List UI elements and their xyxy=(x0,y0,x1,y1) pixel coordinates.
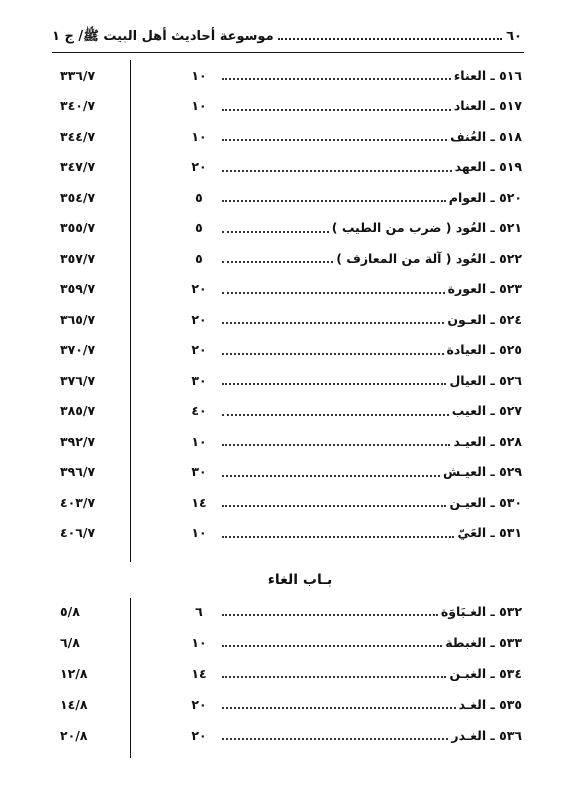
leader-dots xyxy=(222,505,446,507)
entry-title: العيـش xyxy=(443,464,487,479)
entry-dash: ـ xyxy=(486,403,500,418)
entry-dash: ـ xyxy=(486,634,500,650)
volume-page-ref: ٣٨٥/٧ xyxy=(60,403,96,418)
leader-dots xyxy=(222,261,333,263)
entry-label xyxy=(220,373,522,388)
entry-dash: ـ xyxy=(486,727,500,743)
index-entry xyxy=(60,490,522,514)
entry-number: ٥٣٤ xyxy=(499,665,522,681)
entry-title: العَيّ xyxy=(457,525,487,540)
hadith-count: ٢٠ xyxy=(191,727,207,743)
leader-dots xyxy=(222,170,452,172)
entry-dash: ـ xyxy=(486,433,500,449)
leader-dots xyxy=(222,109,451,111)
leader-dots xyxy=(222,614,438,616)
entry-number: ٥٢٣ xyxy=(499,281,522,296)
hadith-count: ٢٠ xyxy=(191,342,207,357)
entry-title: العناء xyxy=(453,67,487,83)
hadith-count: ١٠ xyxy=(191,98,207,113)
entry-label xyxy=(220,129,522,144)
entry-dash: ـ xyxy=(486,525,500,540)
volume-page-ref: ١٢/٨ xyxy=(60,665,88,681)
index-entry xyxy=(60,368,522,392)
leader-dots xyxy=(222,707,456,709)
leader-dots xyxy=(222,444,450,446)
hadith-count: ١٤ xyxy=(191,665,207,681)
entry-label xyxy=(220,666,522,681)
volume-page-ref: ٣٩٦/٧ xyxy=(60,464,96,479)
entry-label xyxy=(220,190,522,205)
entry-label xyxy=(220,281,522,296)
entry-title: العيادة xyxy=(446,342,487,357)
section-title: بـاب الغاء xyxy=(267,572,333,588)
hadith-count: ٥ xyxy=(195,250,203,266)
entry-number: ٥٢٧ xyxy=(499,403,522,418)
entry-label xyxy=(220,604,522,619)
entry-title: الغبطة xyxy=(445,634,487,650)
entry-title: العُود ( ضرب من الطيب ) xyxy=(331,220,487,235)
entry-title: العناد xyxy=(453,98,487,113)
header-leader-dots xyxy=(278,38,503,40)
hadith-count: ٢٠ xyxy=(191,311,207,327)
hadith-count: ١٠ xyxy=(191,433,207,449)
volume-page-ref: ٣٤٤/٧ xyxy=(60,128,96,144)
index-entry xyxy=(60,155,522,179)
entry-title: العُنف xyxy=(450,128,487,144)
leader-dots xyxy=(222,738,448,740)
hadith-count: ٣٠ xyxy=(191,372,207,388)
volume-page-ref: ٣٥٥/٧ xyxy=(60,220,96,235)
entry-label xyxy=(220,525,522,540)
index-entry xyxy=(60,460,522,484)
entry-label xyxy=(220,434,522,449)
entry-dash: ـ xyxy=(486,494,500,510)
volume-page-ref: ٥/٨ xyxy=(60,603,80,619)
entry-title: العيـن xyxy=(449,494,487,510)
entry-number: ٥٣٥ xyxy=(499,696,522,712)
page-number: ٦٠ xyxy=(506,29,522,44)
entry-label xyxy=(220,68,522,83)
leader-dots xyxy=(222,353,444,355)
entry-number: ٥٣٦ xyxy=(499,727,522,743)
entry-number: ٥٢٤ xyxy=(499,311,522,327)
hadith-count: ٥ xyxy=(195,220,203,235)
index-entry xyxy=(60,429,522,453)
entry-dash: ـ xyxy=(486,189,500,205)
entry-dash: ـ xyxy=(486,464,500,479)
hadith-count: ٤٠ xyxy=(191,403,207,418)
volume-page-ref: ٤٠٦/٧ xyxy=(60,525,96,540)
leader-dots xyxy=(222,231,329,233)
index-entry xyxy=(60,307,522,331)
entry-label xyxy=(220,495,522,510)
running-header xyxy=(52,28,522,50)
entry-title: العوام xyxy=(448,189,487,205)
index-entry xyxy=(60,277,522,301)
leader-dots xyxy=(222,200,446,202)
entry-number: ٥٢٠ xyxy=(499,189,522,205)
index-entry xyxy=(60,185,522,209)
entry-title: العهد xyxy=(454,159,487,174)
volume-page-ref: ٣٩٢/٧ xyxy=(60,433,96,449)
hadith-count: ٣٠ xyxy=(191,464,207,479)
entry-title: العورة xyxy=(447,281,487,296)
volume-page-ref: ٣٧٠/٧ xyxy=(60,342,96,357)
index-entry xyxy=(60,599,522,623)
entry-number: ٥٣٣ xyxy=(499,634,522,650)
entry-label xyxy=(220,464,522,479)
volume-page-ref: ٣٤٠/٧ xyxy=(60,98,96,113)
leader-dots xyxy=(222,414,449,416)
entry-number: ٥٢٦ xyxy=(499,372,522,388)
leader-dots xyxy=(222,139,447,141)
hadith-count: ١٠ xyxy=(191,525,207,540)
entry-title: العيـد xyxy=(453,433,487,449)
volume-page-ref: ٣٤٧/٧ xyxy=(60,159,96,174)
entry-label xyxy=(220,251,522,266)
entry-label xyxy=(220,98,522,113)
entry-dash: ـ xyxy=(486,372,500,388)
hadith-count: ١٤ xyxy=(191,494,207,510)
entry-title: الغـدر xyxy=(451,727,487,743)
volume-page-ref: ٣٥٩/٧ xyxy=(60,281,96,296)
entry-title: الغـد xyxy=(458,696,487,712)
hadith-count: ١٠ xyxy=(191,67,207,83)
entry-title: الغـبَاوَة xyxy=(440,603,487,619)
leader-dots xyxy=(222,645,442,647)
index-entry xyxy=(60,661,522,685)
index-entry xyxy=(60,246,522,270)
leader-dots xyxy=(222,292,445,294)
hadith-count: ٢٠ xyxy=(191,159,207,174)
hadith-count: ٦ xyxy=(195,603,203,619)
hadith-count: ٢٠ xyxy=(191,281,207,296)
entry-number: ٥٣٢ xyxy=(499,603,522,619)
entry-label xyxy=(220,220,522,235)
entry-dash: ـ xyxy=(486,250,500,266)
entry-dash: ـ xyxy=(486,159,500,174)
entry-dash: ـ xyxy=(486,67,500,83)
volume-page-ref: ٣٥٧/٧ xyxy=(60,250,96,266)
entry-number: ٥٢١ xyxy=(499,220,522,235)
hadith-count: ٥ xyxy=(195,189,203,205)
index-entry xyxy=(60,63,522,87)
entry-dash: ـ xyxy=(486,128,500,144)
index-entry xyxy=(60,216,522,240)
entry-dash: ـ xyxy=(486,281,500,296)
index-entry xyxy=(60,94,522,118)
volume-page-ref: ٤٠٣/٧ xyxy=(60,494,96,510)
entry-dash: ـ xyxy=(486,665,500,681)
entry-dash: ـ xyxy=(486,342,500,357)
leader-dots xyxy=(222,536,454,538)
entry-dash: ـ xyxy=(486,98,500,113)
index-entry xyxy=(60,124,522,148)
entry-dash: ـ xyxy=(486,603,500,619)
entry-dash: ـ xyxy=(486,696,500,712)
leader-dots xyxy=(222,322,444,324)
hadith-count: ٢٠ xyxy=(191,696,207,712)
volume-page-ref: ٣٧٦/٧ xyxy=(60,372,96,388)
volume-page-ref: ٦/٨ xyxy=(60,634,80,650)
hadith-count: ١٠ xyxy=(191,634,207,650)
volume-page-ref: ١٤/٨ xyxy=(60,696,88,712)
entry-label xyxy=(220,697,522,712)
index-entry xyxy=(60,692,522,716)
entry-number: ٥٣٠ xyxy=(499,494,522,510)
entry-number: ٥٢٢ xyxy=(499,250,522,266)
entry-title: الغبـن xyxy=(449,665,487,681)
entry-title: العيال xyxy=(449,372,487,388)
index-entry xyxy=(60,630,522,654)
entry-number: ٥١٧ xyxy=(499,98,522,113)
entry-title: العُود ( آلة من المعازف ) xyxy=(336,250,487,266)
hadith-count: ١٠ xyxy=(191,128,207,144)
entry-title: العيب xyxy=(451,403,487,418)
leader-dots xyxy=(222,383,446,385)
entry-number: ٥٢٨ xyxy=(499,433,522,449)
entry-dash: ـ xyxy=(486,311,500,327)
header-rule xyxy=(52,52,524,53)
entry-dash: ـ xyxy=(486,220,500,235)
volume-page-ref: ٣٦٥/٧ xyxy=(60,311,96,327)
entry-label xyxy=(220,728,522,743)
index-entry xyxy=(60,399,522,423)
entry-label xyxy=(220,342,522,357)
index-entry xyxy=(60,723,522,747)
entry-label xyxy=(220,635,522,650)
entry-number: ٥٣١ xyxy=(499,525,522,540)
leader-dots xyxy=(222,676,446,678)
entry-label xyxy=(220,403,522,418)
entry-number: ٥١٦ xyxy=(499,67,522,83)
volume-page-ref: ٢٠/٨ xyxy=(60,727,88,743)
entry-number: ٥١٨ xyxy=(499,128,522,144)
index-entry xyxy=(60,521,522,545)
running-title: موسوعة أحاديث أهل البيت ﷺ/ ج ١ xyxy=(52,29,274,44)
volume-page-ref: ٣٣٦/٧ xyxy=(60,67,96,83)
entry-number: ٥٢٩ xyxy=(499,464,522,479)
index-entry xyxy=(60,338,522,362)
entry-number: ٥٢٥ xyxy=(499,342,522,357)
entry-title: العـون xyxy=(447,311,487,327)
leader-dots xyxy=(222,475,440,477)
entry-number: ٥١٩ xyxy=(499,159,522,174)
entry-label xyxy=(220,159,522,174)
entry-label xyxy=(220,312,522,327)
leader-dots xyxy=(222,78,451,80)
volume-page-ref: ٣٥٤/٧ xyxy=(60,189,96,205)
